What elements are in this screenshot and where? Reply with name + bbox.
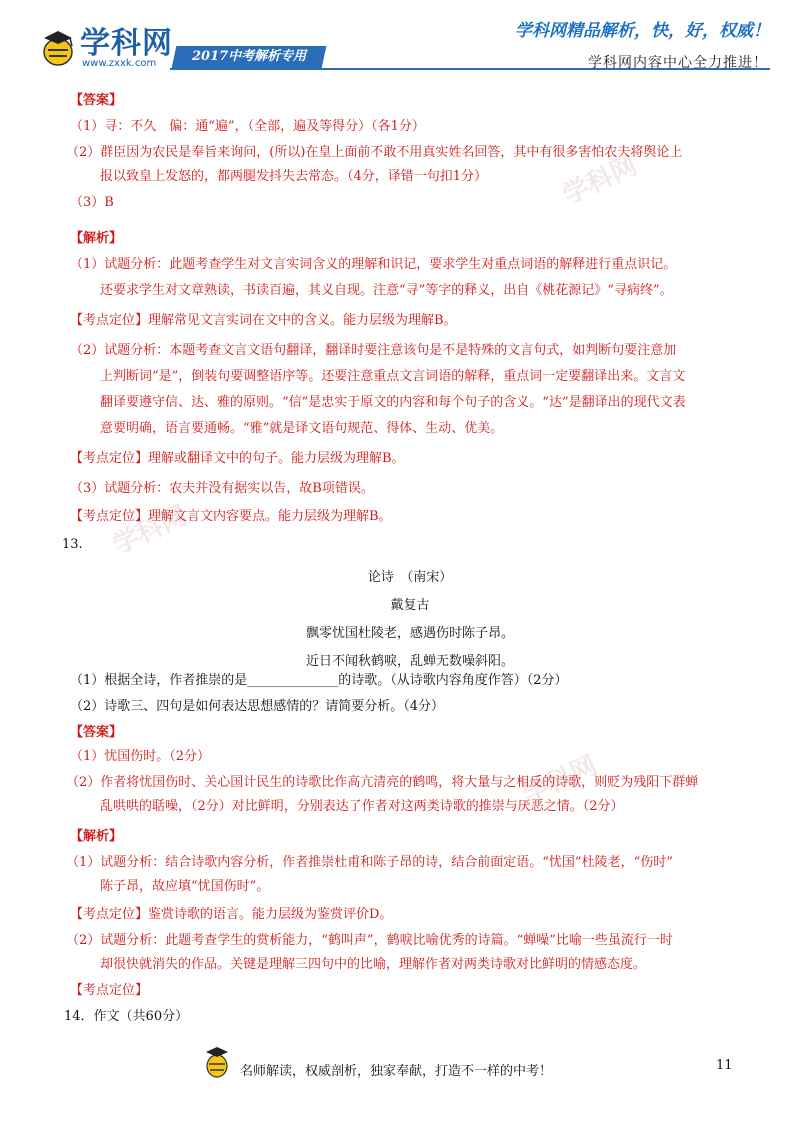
answer-line: （3）B [70,195,114,210]
bee-mascot-icon [202,1042,232,1082]
answer-line: （2）作者将忧国伤时、关心国计民生的诗歌比作高亢清亮的鹤鸣，将大量与之相反的诗歌，则贬为残阳下群蝉 [66,775,699,790]
analysis-label: 【解析】 [70,231,123,246]
analysis-line: 意要明确，语言要通畅。“雅”就是译文语句规范、得体、生动、优美。 [100,421,504,436]
watermark: 学科网 [108,500,192,561]
knowledge-point: 【考点定位】鉴赏诗歌的语言。能力层级为鉴赏评价D。 [70,907,393,922]
analysis-line: （2）试题分析：本题考查文言文语句翻译，翻译时要注意该句是不是特殊的文言句式，如判断句要注意加 [70,343,677,358]
analysis-line: （3）试题分析：农夫并没有据实以告，故B项错误。 [70,481,374,496]
knowledge-point: 【考点定位】理解常见文言实词在文中的含义。能力层级为理解B。 [70,313,457,328]
analysis-line: （1）试题分析：此题考查学生对文言实词含义的理解和识记，要求学生对重点词语的解释进行重点识记。 [70,257,677,272]
poem-author: 戴复古 [390,598,430,613]
brand-url: www.zxxk.com [82,58,157,69]
answer-line: （1）忧国伤时。（2分） [70,749,211,764]
answer-label: 【答案】 [70,725,123,740]
poem-title: 论诗 （南宋） [367,570,453,585]
analysis-line: 翻译要遵守信、达、雅的原则。“信”是忠实于原文的内容和每个句子的含义。“达”是翻译出的现代文表 [100,395,686,410]
question-item: （1）根据全诗，作者推崇的是______________的诗歌。（从诗歌内容角度作答）（2分） [70,673,568,688]
knowledge-point: 【考点定位】理解文言文内容要点。能力层级为理解B。 [70,509,392,524]
footer-slogan: 名师解读，权威剖析，独家奉献，打造不一样的中考！ [240,1064,553,1079]
answer-line: （2）群臣因为农民是奉旨来询问，(所以)在皇上面前不敢不用真实姓名回答，其中有很多害怕农夫将舆论上 [66,145,683,160]
poem-line: 飘零忧国杜陵老，感遇伤时陈子昂。 [305,626,514,641]
analysis-label: 【解析】 [70,829,123,844]
knowledge-point: 【考点定位】理解或翻译文中的句子。能力层级为理解B。 [70,451,405,466]
page-footer [0,1040,800,1100]
answer-label: 【答案】 [70,93,123,108]
knowledge-point: 【考点定位】 [70,983,149,998]
analysis-line: 陈子昂，故应填“忧国伤时”。 [100,879,270,894]
header-subslogan: 学科网内容中心全力推进！ [588,55,768,71]
exam-banner: 2017中考解析专用 [172,46,327,68]
watermark: 学科网 [518,750,602,811]
analysis-line: 还要求学生对文章熟读，书读百遍，其义自现。注意“寻”等字的释义，出自《桃花源记》“寻病终”。 [100,283,673,298]
question-item: 14．作文（共60分） [64,1009,189,1024]
question-number: 13. [62,537,83,552]
answer-line: 乱哄哄的聒噪，（2分）对比鲜明，分别表达了作者对这两类诗歌的推崇与厌恶之情。（2分） [100,799,624,814]
answer-line: （1）寻：不久 偏：通“遍”，（全部，遍及等得分）（各1分） [70,119,425,134]
brand-name: 学科网 [80,26,173,61]
header-slogan: 学科网精品解析，快，好，权威！ [515,21,770,41]
page-header [0,0,800,90]
question-item: （2）诗歌三、四句是如何表达思想感情的？请简要分析。（4分） [70,699,445,714]
answer-line: 报以致皇上发怒的，都两腿发抖失去常态。（4分，译错一句扣1分） [100,169,488,184]
watermark: 学科网 [558,150,642,211]
analysis-line: （1）试题分析：结合诗歌内容分析，作者推崇杜甫和陈子昂的诗，结合前面定语。“忧国”杜陵老，“伤时” [66,855,673,870]
page-number: 11 [716,1058,733,1073]
analysis-line: （2）试题分析：此题考查学生的赏析能力，“鹤叫声”，鹤唳比喻优秀的诗篇。“蝉噪”比喻一些虽流行一时 [66,933,673,948]
analysis-line: 却很快就消失的作品。关键是理解三四句中的比喻，理解作者对两类诗歌对比鲜明的情感态度。 [100,957,647,972]
poem-line: 近日不闻秋鹤唳，乱蝉无数噪斜阳。 [305,654,514,669]
analysis-line: 上判断词“是”，倒装句要调整语序等。还要注意重点文言词语的解释，重点词一定要翻译出来。文言文 [100,369,686,384]
